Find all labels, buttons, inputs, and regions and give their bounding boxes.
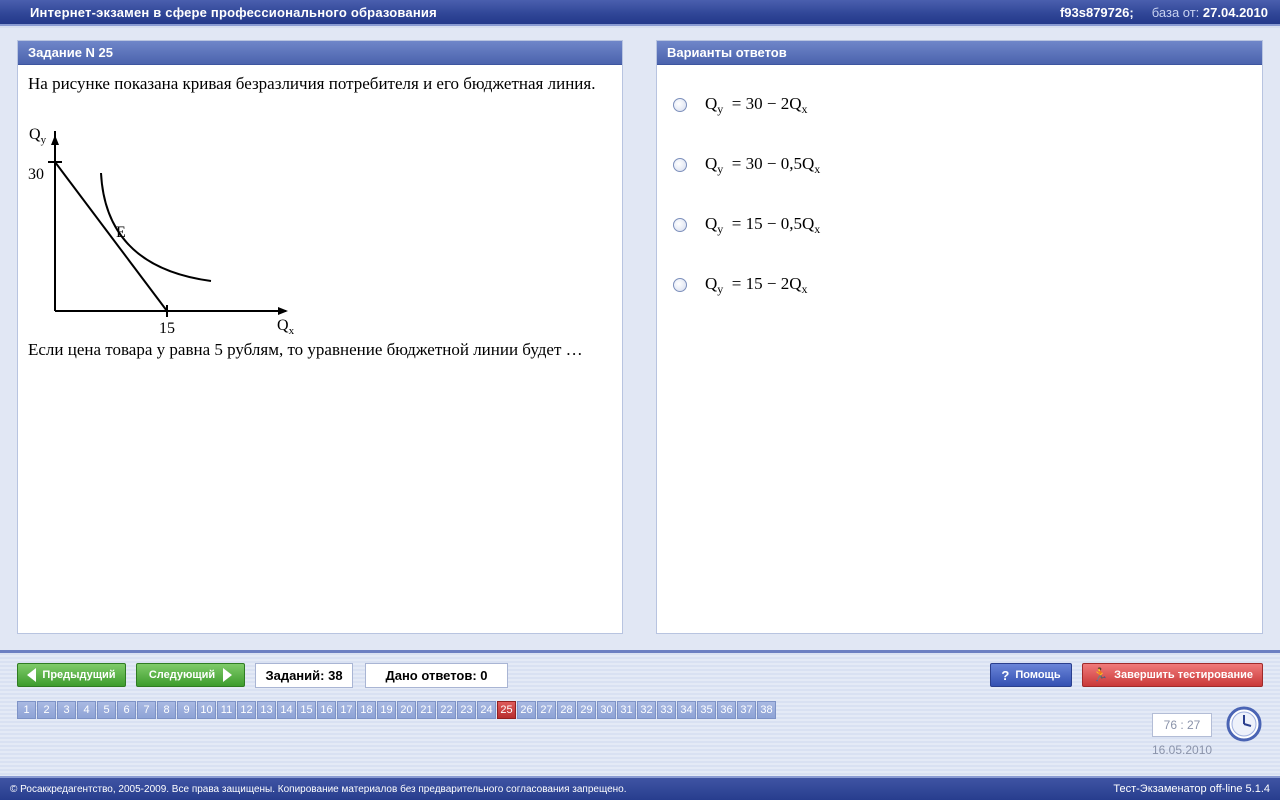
x-axis-label-main: Q — [277, 317, 289, 334]
task-number-33[interactable]: 33 — [657, 701, 676, 719]
x-axis-label — [277, 317, 295, 337]
task-number-6[interactable]: 6 — [117, 701, 136, 719]
formula-rhs: = 30 − 2Q — [731, 94, 802, 113]
tasks-count: Заданий: 38 — [255, 663, 353, 688]
formula-lhs: Q — [705, 94, 718, 113]
answer-formula — [705, 94, 807, 117]
radio-button[interactable] — [673, 98, 687, 112]
task-number-1[interactable]: 1 — [17, 701, 36, 719]
formula-rhs-sub: x — [814, 162, 821, 176]
y-axis-label-main: Q — [29, 126, 41, 143]
task-number-27[interactable]: 27 — [537, 701, 556, 719]
task-navigation — [17, 701, 777, 719]
arrow-left-icon — [27, 668, 36, 682]
finish-button-label: Завершить тестирование — [1114, 669, 1254, 681]
answers-panel — [656, 40, 1263, 634]
task-number-9[interactable]: 9 — [177, 701, 196, 719]
task-number-21[interactable]: 21 — [417, 701, 436, 719]
formula-lhs: Q — [705, 154, 718, 173]
task-number-23[interactable]: 23 — [457, 701, 476, 719]
task-number-28[interactable]: 28 — [557, 701, 576, 719]
base-date: 27.04.2010 — [1202, 5, 1268, 20]
y-axis-arrow — [51, 135, 59, 145]
help-button-label: Помощь — [1015, 669, 1061, 681]
task-number-22[interactable]: 22 — [437, 701, 456, 719]
formula-lhs-sub: y — [717, 282, 724, 296]
task-number-36[interactable]: 36 — [717, 701, 736, 719]
formula-lhs-sub: y — [717, 162, 724, 176]
task-number-24[interactable]: 24 — [477, 701, 496, 719]
help-button[interactable] — [990, 663, 1072, 687]
task-number-8[interactable]: 8 — [157, 701, 176, 719]
task-number-15[interactable]: 15 — [297, 701, 316, 719]
task-number-16[interactable]: 16 — [317, 701, 336, 719]
formula-lhs: Q — [705, 214, 718, 233]
y-axis-label — [29, 126, 47, 146]
task-number-20[interactable]: 20 — [397, 701, 416, 719]
y-axis-label-sub: y — [40, 134, 47, 146]
answers-heading: Варианты ответов — [657, 41, 1262, 65]
x-axis-arrow — [278, 307, 288, 315]
formula-rhs-sub: x — [801, 282, 808, 296]
timer-display: 76 : 27 — [1152, 713, 1212, 737]
task-number-5[interactable]: 5 — [97, 701, 116, 719]
app-title: Интернет-экзамен в сфере профессионального образования — [30, 5, 437, 20]
radio-button[interactable] — [673, 218, 687, 232]
formula-rhs: = 15 − 0,5Q — [731, 214, 815, 233]
task-number-12[interactable]: 12 — [237, 701, 256, 719]
task-number-17[interactable]: 17 — [337, 701, 356, 719]
task-number-4[interactable]: 4 — [77, 701, 96, 719]
y-tick-label: 30 — [28, 166, 44, 183]
version-text: Тест-Экзаменатор off-line 5.1.4 — [1113, 783, 1270, 795]
arrow-right-icon — [223, 668, 232, 682]
formula-rhs-sub: x — [814, 222, 821, 236]
formula-rhs: = 30 − 0,5Q — [731, 154, 815, 173]
task-number-11[interactable]: 11 — [217, 701, 236, 719]
x-tick-label: 15 — [159, 320, 175, 337]
task-number-32[interactable]: 32 — [637, 701, 656, 719]
task-number-38[interactable]: 38 — [757, 701, 776, 719]
task-panel — [17, 40, 623, 634]
task-number-3[interactable]: 3 — [57, 701, 76, 719]
answer-formula — [705, 154, 820, 177]
formula-lhs: Q — [705, 274, 718, 293]
task-number-31[interactable]: 31 — [617, 701, 636, 719]
question-text-continued: Если цена товара y равна 5 рублям, то уравнение бюджетной линии будет … — [28, 340, 583, 359]
task-number-25[interactable]: 25 — [497, 701, 516, 719]
session-id: f93s879726; — [1059, 5, 1134, 20]
indifference-curve-graph — [26, 121, 306, 341]
next-button[interactable] — [136, 663, 245, 687]
question-mark-icon: ? — [1001, 667, 1010, 683]
finish-test-button[interactable] — [1082, 663, 1263, 687]
session-info — [1060, 5, 1268, 20]
task-number-37[interactable]: 37 — [737, 701, 756, 719]
task-number-30[interactable]: 30 — [597, 701, 616, 719]
formula-rhs: = 15 − 2Q — [731, 274, 802, 293]
footer — [0, 776, 1280, 800]
formula-lhs-sub: y — [717, 222, 724, 236]
answer-formula — [705, 274, 807, 297]
task-number-14[interactable]: 14 — [277, 701, 296, 719]
task-number-7[interactable]: 7 — [137, 701, 156, 719]
task-number-19[interactable]: 19 — [377, 701, 396, 719]
task-number-18[interactable]: 18 — [357, 701, 376, 719]
prev-button[interactable] — [17, 663, 126, 687]
clock-icon — [1226, 706, 1262, 742]
question-text: На рисунке показана кривая безразличия потребителя и его бюджетная линия. — [28, 74, 596, 93]
task-number-26[interactable]: 26 — [517, 701, 536, 719]
task-number-10[interactable]: 10 — [197, 701, 216, 719]
prev-button-label: Предыдущий — [42, 669, 116, 681]
point-e-label: E — [116, 224, 126, 241]
formula-lhs-sub: y — [717, 102, 724, 116]
answer-formula — [705, 214, 820, 237]
task-number-2[interactable]: 2 — [37, 701, 56, 719]
x-axis-label-sub: x — [288, 325, 295, 337]
radio-button[interactable] — [673, 158, 687, 172]
title-bar — [0, 0, 1280, 26]
task-number-29[interactable]: 29 — [577, 701, 596, 719]
answers-given-count: Дано ответов: 0 — [365, 663, 508, 688]
current-date: 16.05.2010 — [1152, 743, 1213, 757]
task-number-35[interactable]: 35 — [697, 701, 716, 719]
radio-button[interactable] — [673, 278, 687, 292]
copyright-text: © Росаккредагентство, 2005-2009. Все права защищены. Копирование материалов без предварительного согласования запрещено. — [10, 784, 627, 795]
formula-rhs-sub: x — [801, 102, 808, 116]
task-heading: Задание N 25 — [18, 41, 622, 65]
running-man-icon: 🏃 — [1091, 667, 1109, 682]
budget-line — [55, 162, 167, 311]
task-number-34[interactable]: 34 — [677, 701, 696, 719]
task-number-13[interactable]: 13 — [257, 701, 276, 719]
base-label: база от: — [1151, 5, 1200, 20]
next-button-label: Следующий — [148, 669, 216, 681]
